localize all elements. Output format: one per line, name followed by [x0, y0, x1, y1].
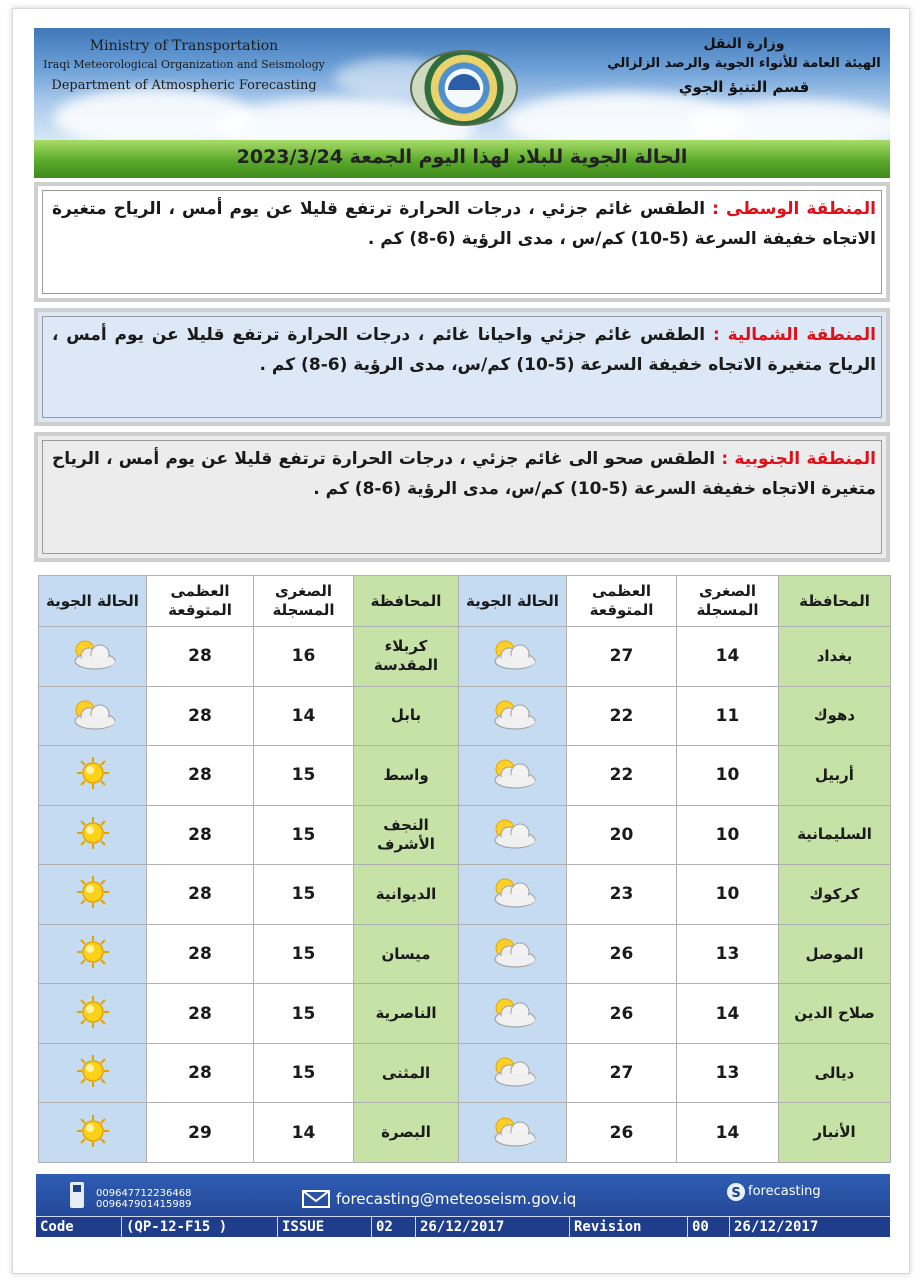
min-temp: 10: [677, 865, 779, 925]
email-address[interactable]: forecasting@meteoseism.gov.iq: [336, 1190, 577, 1208]
region-label: المنطقة الشمالية :: [712, 325, 876, 345]
min-temp: 15: [254, 746, 354, 806]
min-temp: 14: [254, 686, 354, 746]
header-max: العظمى المتوقعة: [147, 576, 254, 627]
max-temp: 22: [567, 746, 677, 806]
page-title: الحالة الجوية للبلاد لهذا اليوم الجمعة 2023/3/24: [236, 146, 688, 168]
province-name: المثنى: [354, 1043, 459, 1103]
region-label: المنطقة الجنوبية :: [721, 449, 876, 469]
header-province: المحافظة: [354, 576, 459, 627]
header-max: العظمى المتوقعة: [567, 576, 677, 627]
sunny-icon: [76, 875, 110, 913]
title-bar: [34, 140, 890, 178]
issue-date: 26/12/2017: [416, 1217, 570, 1237]
partly-cloudy-icon: [485, 756, 541, 794]
sunny-icon: [76, 756, 110, 794]
revision-label: Revision: [570, 1217, 688, 1237]
partly-cloudy-icon: [485, 1114, 541, 1152]
max-temp: 28: [147, 924, 254, 984]
province-name: كربلاء المقدسة: [354, 627, 459, 687]
table-row: [39, 627, 891, 687]
province-name: الديوانية: [354, 865, 459, 925]
partly-cloudy-icon: [485, 995, 541, 1033]
table-row: [39, 686, 891, 746]
province-name: أربيل: [779, 746, 891, 806]
max-temp: 23: [567, 865, 677, 925]
max-temp: 29: [147, 1103, 254, 1163]
province-name: بغداد: [779, 627, 891, 687]
min-temp: 14: [677, 984, 779, 1044]
table-row: [39, 1043, 891, 1103]
min-temp: 15: [254, 984, 354, 1044]
max-temp: 20: [567, 805, 677, 865]
issue-value: 02: [372, 1217, 416, 1237]
svg-text:S: S: [731, 1186, 741, 1201]
province-name: الأنبار: [779, 1103, 891, 1163]
province-name: بابل: [354, 686, 459, 746]
revision-value: 00: [688, 1217, 730, 1237]
phone-number: 009647901415989: [96, 1199, 192, 1210]
email-icon: [302, 1190, 330, 1208]
revision-date: 26/12/2017: [734, 1219, 819, 1235]
sunny-icon: [76, 1054, 110, 1092]
min-temp: 14: [677, 1103, 779, 1163]
max-temp: 28: [147, 1043, 254, 1103]
min-temp: 13: [677, 1043, 779, 1103]
skype-icon: [726, 1182, 746, 1202]
province-name: صلاح الدين: [779, 984, 891, 1044]
table-header-row: [39, 576, 891, 627]
min-temp: 10: [677, 805, 779, 865]
max-temp: 28: [147, 686, 254, 746]
table-row: [39, 984, 891, 1044]
table-row: [39, 924, 891, 984]
partly-cloudy-icon: [485, 816, 541, 854]
region-text: الطقس غائم جزئي ، درجات الحرارة ترتفع قليلا عن يوم أمس ، الرياح متغيرة الاتجاه خفيفة السرعة (5-10) كم/س ، مدى الرؤية (6-8) كم .: [52, 199, 876, 249]
max-temp: 28: [147, 805, 254, 865]
sunny-icon: [76, 1114, 110, 1152]
ministry-name-ar: وزارة النقل: [703, 36, 785, 52]
province-name: النجف الأشرف: [354, 805, 459, 865]
province-name: الناصرية: [354, 984, 459, 1044]
region-south: [34, 432, 890, 562]
table-row: [39, 865, 891, 925]
max-temp: 22: [567, 686, 677, 746]
sunny-icon: [76, 935, 110, 973]
header-weather: الحالة الجوية: [459, 576, 567, 627]
phone-number: 009647712236468: [96, 1188, 192, 1199]
partly-cloudy-icon: [485, 637, 541, 675]
region-text: الطقس صحو الى غائم جزئي ، درجات الحرارة ترتفع قليلا عن يوم أمس ، الرياح متغيرة الاتجاه خفيفة السرعة (5-10) كم/س، مدى الرؤية (6-8) كم .: [52, 449, 876, 499]
max-temp: 27: [567, 627, 677, 687]
min-temp: 15: [254, 805, 354, 865]
header-banner: [34, 28, 890, 140]
province-name: السليمانية: [779, 805, 891, 865]
table-row: [39, 746, 891, 806]
province-name: ديالى: [779, 1043, 891, 1103]
max-temp: 26: [567, 984, 677, 1044]
department-name-en: Department of Atmospheric Forecasting: [51, 78, 317, 93]
min-temp: 10: [677, 746, 779, 806]
max-temp: 28: [147, 746, 254, 806]
code-label: Code: [36, 1217, 122, 1237]
partly-cloudy-icon: [65, 697, 121, 735]
region-text: الطقس غائم جزئي واحيانا غائم ، درجات الحرارة ترتفع قليلا عن يوم أمس ، الرياح متغيرة الاتجاه خفيفة السرعة (5-10) كم/س، مدى الرؤية (6-8) كم .: [52, 325, 876, 375]
header-min: الصغرى المسجلة: [677, 576, 779, 627]
max-temp: 26: [567, 1103, 677, 1163]
sunny-icon: [76, 816, 110, 854]
header-province: المحافظة: [779, 576, 891, 627]
max-temp: 28: [147, 865, 254, 925]
code-value: (QP-12-F15 ): [122, 1217, 278, 1237]
partly-cloudy-icon: [485, 935, 541, 973]
province-name: البصرة: [354, 1103, 459, 1163]
phone-icon: [70, 1182, 84, 1208]
partly-cloudy-icon: [485, 1054, 541, 1092]
partly-cloudy-icon: [485, 697, 541, 735]
min-temp: 15: [254, 865, 354, 925]
max-temp: 26: [567, 924, 677, 984]
max-temp: 28: [147, 627, 254, 687]
footer: [36, 1174, 890, 1236]
min-temp: 16: [254, 627, 354, 687]
min-temp: 15: [254, 924, 354, 984]
organization-name-ar: الهيئة العامة للأنواء الجوية والرصد الزلزالي: [607, 56, 881, 71]
min-temp: 15: [254, 1043, 354, 1103]
department-name-ar: قسم التنبؤ الجوي: [678, 78, 810, 96]
min-temp: 14: [677, 627, 779, 687]
skype-handle: forecasting: [748, 1184, 821, 1199]
header-weather: الحالة الجوية: [39, 576, 147, 627]
max-temp: 27: [567, 1043, 677, 1103]
sunny-icon: [76, 995, 110, 1033]
organization-name-en: Iraqi Meteorological Organization and Seismology: [43, 58, 325, 71]
province-name: كركوك: [779, 865, 891, 925]
partly-cloudy-icon: [485, 875, 541, 913]
region-label: المنطقة الوسطى :: [712, 199, 876, 219]
province-name: الموصل: [779, 924, 891, 984]
province-name: واسط: [354, 746, 459, 806]
partly-cloudy-icon: [65, 637, 121, 675]
region-north: [34, 308, 890, 426]
issue-label: ISSUE: [278, 1217, 372, 1237]
document-control-row: [36, 1216, 890, 1237]
forecast-table: [38, 575, 891, 1163]
max-temp: 28: [147, 984, 254, 1044]
province-name: دهوك: [779, 686, 891, 746]
min-temp: 11: [677, 686, 779, 746]
header-min: الصغرى المسجلة: [254, 576, 354, 627]
table-row: [39, 1103, 891, 1163]
min-temp: 14: [254, 1103, 354, 1163]
min-temp: 13: [677, 924, 779, 984]
ministry-name-en: Ministry of Transportation: [89, 38, 279, 54]
region-central: [34, 182, 890, 302]
table-row: [39, 805, 891, 865]
organization-logo: [410, 50, 518, 126]
province-name: ميسان: [354, 924, 459, 984]
